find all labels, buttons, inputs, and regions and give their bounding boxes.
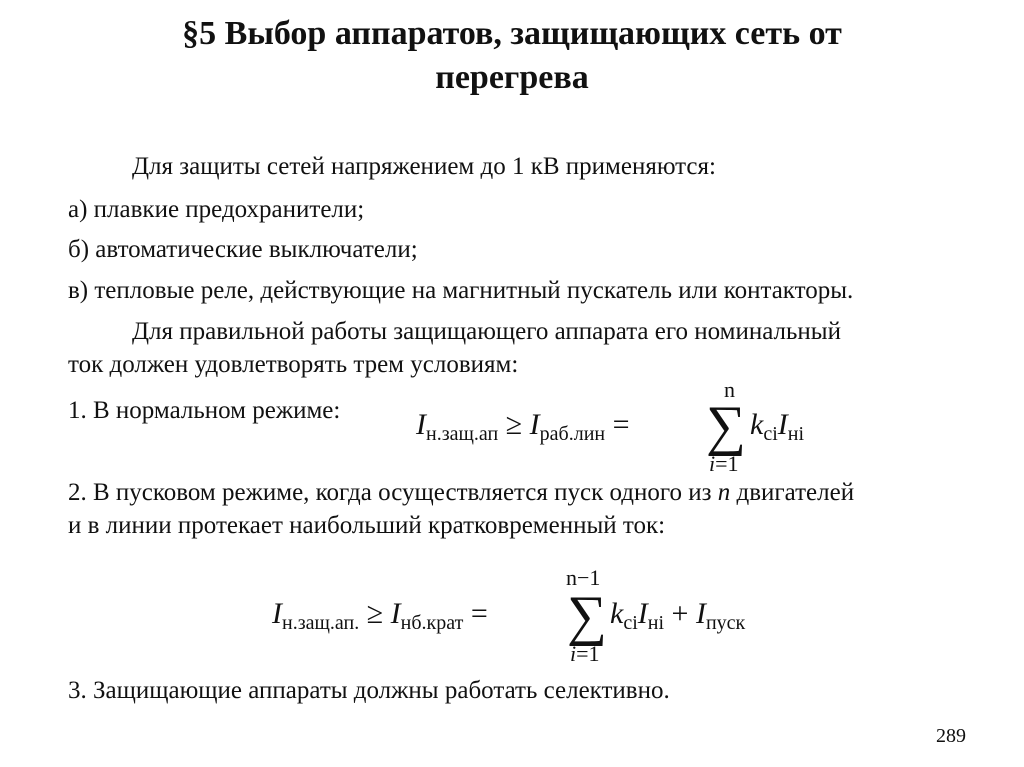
formula1-k: k	[750, 408, 764, 441]
slide-title-line1: §5 Выбор аппаратов, защищающих сеть от	[182, 15, 842, 52]
paragraph-line1: Для правильной работы защищающего аппарата его номинальный	[132, 318, 841, 345]
formula2-plus: +	[671, 597, 689, 630]
formula1-sum-upper: n	[724, 377, 735, 402]
slide-title-line2: перегрева	[435, 59, 589, 96]
formula1-eq: =	[612, 408, 630, 441]
formula1-current-symbol-3: I	[777, 408, 788, 441]
formula2-sub-n: нi	[647, 612, 665, 634]
condition-2-line1: 2. В пусковом режиме, когда осуществляется пуск одного из n двигателей	[68, 479, 855, 506]
formula2-sub-c: сi	[623, 612, 638, 634]
page-number: 289	[936, 725, 966, 747]
formula2-sum-upper: n−1	[566, 565, 601, 590]
formula2-current-symbol: I	[272, 597, 282, 630]
formula1-sub-n: нi	[787, 423, 805, 445]
condition-1: 1. В нормальном режиме:	[68, 397, 341, 424]
formula2-sub-rated: н.защ.ап.	[282, 612, 360, 634]
formula2-sub-peak: нб.крат	[400, 612, 464, 634]
formula2-sum-sign: ∑	[567, 585, 607, 647]
formula1-sub-rated: н.защ.ап	[426, 423, 499, 445]
formula2-eq: =	[470, 597, 488, 630]
formula2-k: k	[610, 597, 624, 630]
formula2-geq: ≥	[366, 597, 384, 630]
formula2-current-symbol-4: I	[695, 597, 706, 630]
formula1-sum-sign: ∑	[706, 395, 746, 457]
formula2-current-symbol-2: I	[390, 597, 401, 630]
formula1-sub-work: раб.лин	[539, 423, 606, 445]
condition-3: 3. Защищающие аппараты должны работать селективно.	[68, 677, 670, 704]
formula1-sum-lower: i=1	[709, 451, 739, 476]
intro-text: Для защиты сетей напряжением до 1 кВ применяются:	[132, 153, 716, 180]
formula2-current-symbol-3: I	[637, 597, 648, 630]
list-item-breakers: б) автоматические выключатели;	[68, 236, 418, 263]
formula1-geq: ≥	[505, 408, 523, 441]
list-item-fuses: а) плавкие предохранители;	[68, 196, 365, 223]
formula1-sub-c: сi	[763, 423, 778, 445]
list-item-thermal-relays: в) тепловые реле, действующие на магнитный пускатель или контакторы.	[68, 277, 854, 304]
formula2-sum-lower: i=1	[570, 641, 600, 666]
paragraph-line2: ток должен удовлетворять трем условиям:	[68, 351, 519, 378]
condition-2-line2: и в линии протекает наибольший кратковременный ток:	[68, 512, 666, 539]
formula1-current-symbol: I	[416, 408, 426, 441]
formula1-current-symbol-2: I	[529, 408, 540, 441]
formula2-sub-start: пуск	[705, 612, 746, 634]
